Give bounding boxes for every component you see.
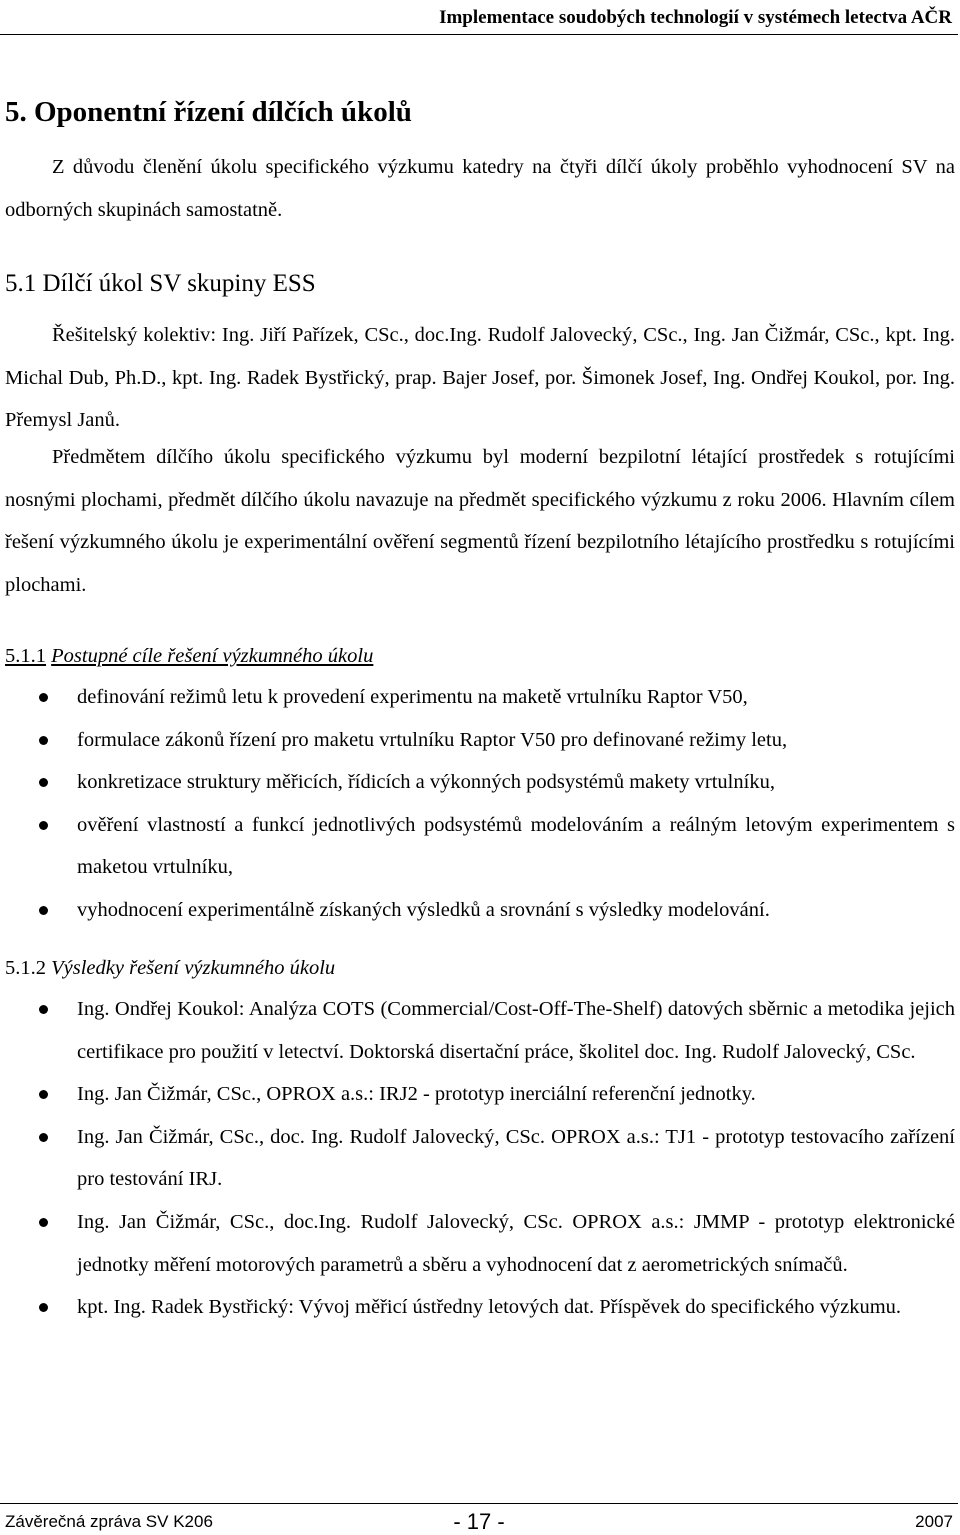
list-item-text: Ing. Jan Čižmár, CSc., OPROX a.s.: IRJ2 - prototyp inerciální referenční jednotky. — [77, 1083, 756, 1106]
bullet-icon — [39, 1090, 48, 1099]
bullet-icon — [39, 1133, 48, 1142]
page-number: - 17 - — [453, 1509, 505, 1534]
results-heading-number: 5.1.2 — [5, 957, 46, 979]
list-item-text: Ing. Ondřej Koukol: Analýza COTS (Commercial/Cost-Off-The-Shelf) datových sběrnic a metodika jejich certifikace pro použití v letectví. Doktorská disertační práce, školitel doc. Ing. Rudolf Jalovecký, CSc. — [77, 998, 955, 1063]
list-item — [0, 889, 955, 932]
bullet-icon — [39, 906, 48, 915]
goals-list — [0, 676, 955, 932]
goals-heading-title: Postupné cíle řešení výzkumného úkolu — [51, 645, 374, 667]
header-divider — [0, 34, 958, 35]
list-item — [0, 1116, 955, 1201]
list-item — [0, 1201, 955, 1286]
list-item-text: konkretizace struktury měřicích, řídicích a výkonných podsystémů makety vrtulníku, — [77, 771, 775, 794]
goals-heading — [5, 641, 373, 671]
team-paragraph: Řešitelský kolektiv: Ing. Jiří Pařízek, CSc., doc.Ing. Rudolf Jalovecký, CSc., Ing. Jan Čižmár, CSc., kpt. Ing. Michal Dub, Ph.D., kpt. Ing. Radek Bystřický, prap. Bajer Josef, por. Šimonek Josef, Ing. Ondřej Koukol, por. Ing. Přemysl Janů. — [5, 324, 955, 432]
goals-heading-number: 5.1.1 — [5, 645, 46, 667]
list-item — [0, 804, 955, 889]
footer-report-name: Závěrečná zpráva SV K206 — [5, 1512, 213, 1531]
list-item-text: kpt. Ing. Radek Bystřický: Vývoj měřicí ústředny letových dat. Příspěvek do specifického výzkumu. — [77, 1296, 902, 1319]
bullet-icon — [39, 1005, 48, 1014]
section-intro: Z důvodu členění úkolu specifického výzkumu katedry na čtyři dílčí úkoly proběhlo vyhodnocení SV na odborných skupinách samostatně. — [5, 156, 955, 221]
list-item-text: formulace zákonů řízení pro maketu vrtulníku Raptor V50 pro definované režimy letu, — [77, 728, 788, 751]
list-item-text: Ing. Jan Čižmár, CSc., doc. Ing. Rudolf Jalovecký, CSc. OPROX a.s.: TJ1 - prototyp testovacího zařízení pro testování IRJ. — [77, 1125, 955, 1191]
list-item-text: Ing. Jan Čižmár, CSc., doc.Ing. Rudolf Jalovecký, CSc. OPROX a.s.: JMMP - prototyp elektronické jednotky měření motorových parametrů a sběru a vyhodnocení dat z aerometrických snímačů. — [77, 1210, 955, 1276]
results-list — [0, 988, 955, 1329]
results-heading-title: Výsledky řešení výzkumného úkolu — [51, 957, 336, 979]
list-item-text: vyhodnocení experimentálně získaných výsledků a srovnání s výsledky modelování. — [77, 898, 770, 921]
page-footer — [5, 1509, 953, 1535]
list-item — [0, 719, 955, 762]
results-heading — [5, 953, 335, 983]
subsection-heading: 5.1 Dílčí úkol SV skupiny ESS — [5, 270, 316, 297]
bullet-icon — [39, 693, 48, 702]
bullet-icon — [39, 1303, 48, 1312]
bullet-icon — [39, 821, 48, 830]
list-item-text: definování režimů letu k provedení experimentu na maketě vrtulníku Raptor V50, — [77, 686, 748, 708]
list-item — [0, 1073, 955, 1116]
list-item-text: ověření vlastností a funkcí jednotlivých podsystémů modelováním a reálným letovým experimentem s maketou vrtulníku, — [77, 813, 955, 879]
subject-paragraph: Předmětem dílčího úkolu specifického výzkumu byl moderní bezpilotní létající prostředek s rotujícími nosnými plochami, předmět dílčího úkolu navazuje na předmět specifického výzkumu z roku 2006. Hlavním cílem řešení výzkumného úkolu je experimentální ověření segmentů řízení bezpilotního létajícího prostředku s rotujícími plochami. — [5, 446, 955, 596]
list-item — [0, 988, 955, 1073]
section-heading: 5. Oponentní řízení dílčích úkolů — [5, 96, 412, 128]
bullet-icon — [39, 736, 48, 745]
list-item — [0, 761, 955, 804]
bullet-icon — [39, 1218, 48, 1227]
list-item — [0, 676, 955, 719]
footer-divider — [0, 1503, 958, 1504]
list-item — [0, 1286, 955, 1329]
footer-year: 2007 — [915, 1512, 953, 1531]
page-header: Implementace soudobých technologií v systémech letectva AČR — [439, 7, 952, 28]
bullet-icon — [39, 778, 48, 787]
